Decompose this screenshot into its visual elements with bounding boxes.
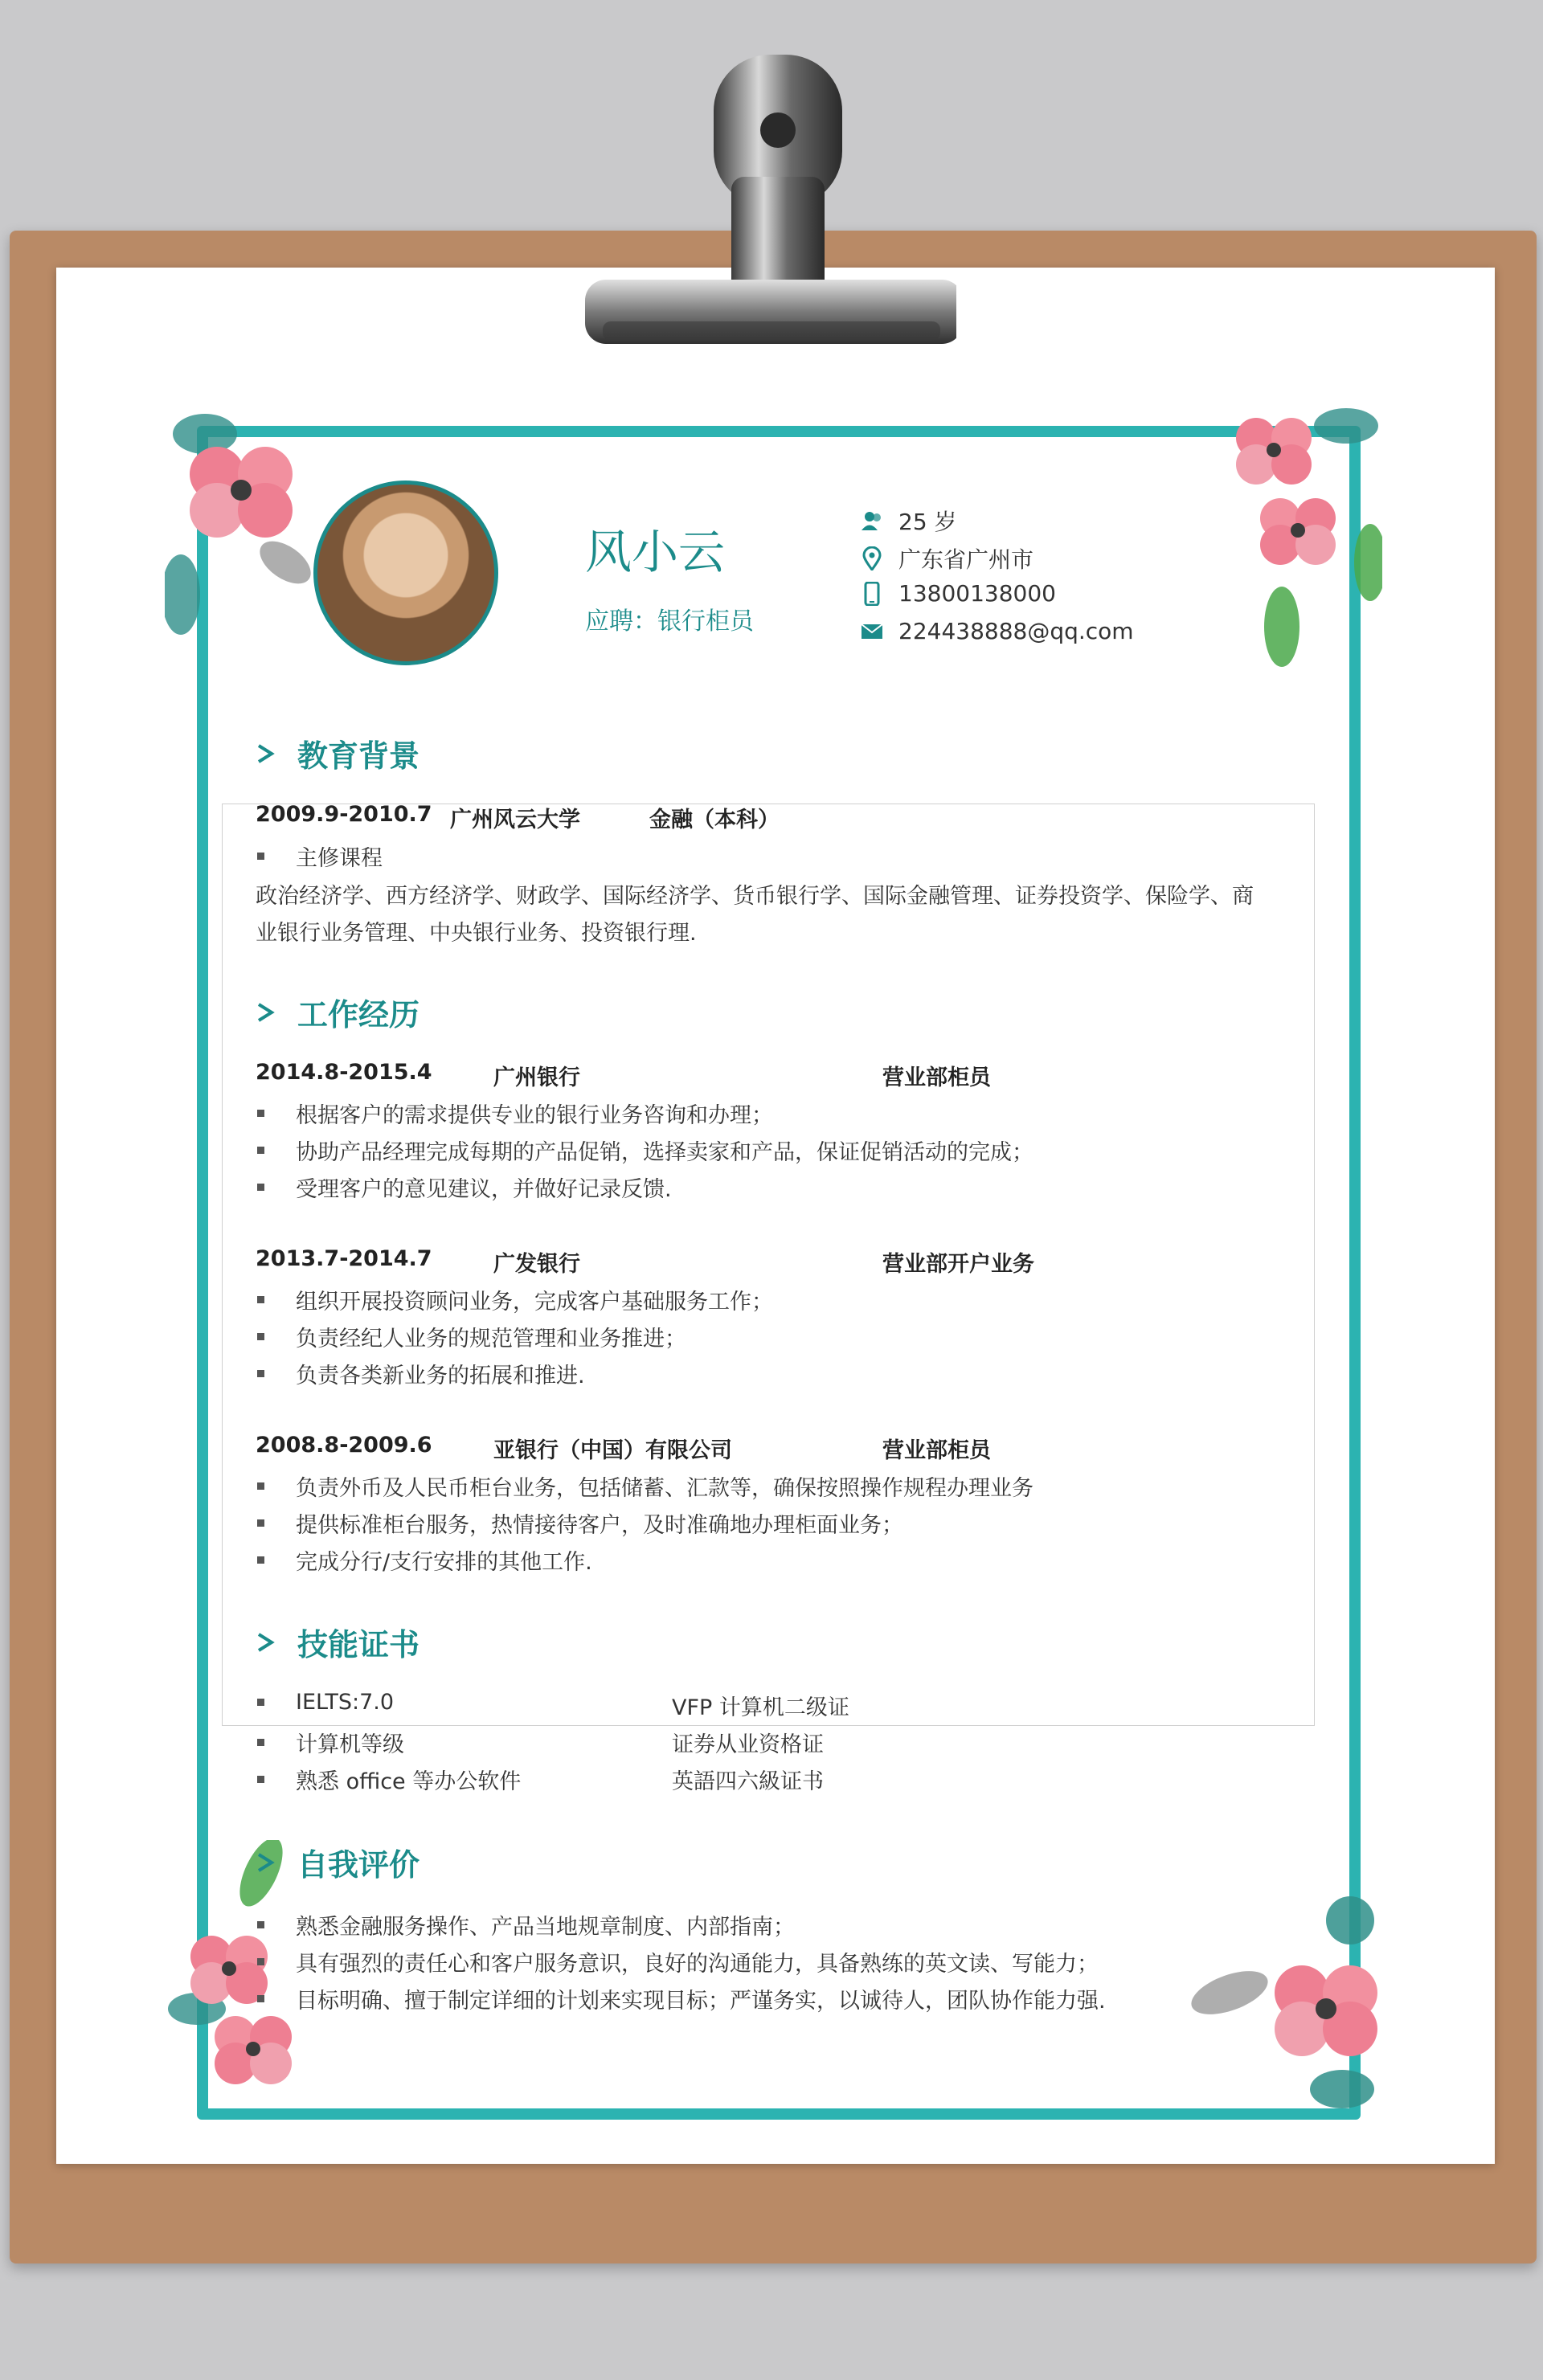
edu-date: 2009.9-2010.7 <box>256 802 432 827</box>
section-title-education: 教育背景 <box>256 731 420 775</box>
job-company: 广州银行 <box>493 1065 580 1090</box>
skill-item: VFP 计算机二级证 <box>672 1695 849 1720</box>
chevron-right-icon <box>256 1002 276 1023</box>
candidate-name: 风小云 <box>585 525 726 579</box>
list-item: 组织开展投资顾问业务，完成客户基础服务工作； <box>256 1284 773 1315</box>
list-item: 协助产品经理完成每期的产品促销，选择卖家和产品，保证促销活动的完成； <box>256 1135 1033 1166</box>
edu-school: 广州风云大学 <box>450 808 580 832</box>
contact-location: 广东省广州市 <box>858 542 1033 575</box>
section-title-self: 自我评价 <box>256 1840 420 1884</box>
location-pin-icon <box>858 546 886 570</box>
skill-item: 英語四六級证书 <box>672 1769 824 1794</box>
chevron-right-icon <box>256 743 276 764</box>
binder-clip-icon <box>571 48 956 370</box>
list-item: 主修课程 <box>256 840 383 872</box>
list-item: 完成分行/支行安排的其他工作. <box>256 1544 592 1576</box>
phone-icon <box>858 582 886 606</box>
job-position: 营业部柜员 <box>882 1065 991 1090</box>
list-item: 计算机等级 <box>256 1727 404 1758</box>
job-position: 营业部开户业务 <box>882 1252 1034 1277</box>
job-date: 2014.8-2015.4 <box>256 1060 432 1085</box>
list-item: 熟悉 office 等办公软件 <box>256 1764 521 1795</box>
job-company: 广发银行 <box>493 1252 580 1277</box>
courses-text: 业银行业务管理、中央银行业务、投资银行理. <box>256 921 697 946</box>
mail-icon <box>858 624 886 640</box>
contact-phone: 13800138000 <box>858 580 1056 607</box>
section-title-skills: 技能证书 <box>256 1620 420 1664</box>
list-item: 受理客户的意见建议，并做好记录反馈. <box>256 1172 672 1203</box>
list-item: 负责外币及人民币柜台业务，包括储蓄、汇款等，确保按照操作规程办理业务 <box>256 1470 1033 1502</box>
contact-age: 25 岁 <box>858 505 957 537</box>
list-item: 负责经纪人业务的规范管理和业务推进； <box>256 1321 686 1352</box>
list-item: 目标明确、擅于制定详细的计划来实现目标；严谨务实，以诚待人，团队协作能力强. <box>256 1983 1106 2014</box>
skill-item: 证券从业资格证 <box>672 1732 824 1757</box>
user-icon <box>858 510 886 531</box>
courses-text: 政治经济学、西方经济学、财政学、国际经济学、货币银行学、国际金融管理、证券投资学、保险学、商 <box>256 884 1254 909</box>
section-title-work: 工作经历 <box>256 990 420 1034</box>
chevron-right-icon <box>256 1852 276 1873</box>
edu-major: 金融（本科） <box>649 808 780 832</box>
list-item: 根据客户的需求提供专业的银行业务咨询和办理； <box>256 1098 773 1129</box>
list-item: 具有强烈的责任心和客户服务意识，良好的沟通能力，具备熟练的英文读、写能力； <box>256 1946 1099 1977</box>
list-item: 熟悉金融服务操作、产品当地规章制度、内部指南； <box>256 1909 795 1940</box>
job-position: 营业部柜员 <box>882 1438 991 1463</box>
job-applied: 应聘：银行柜员 <box>585 607 754 636</box>
contact-email: 224438888@qq.com <box>858 618 1134 644</box>
avatar-photo <box>313 480 498 665</box>
chevron-right-icon <box>256 1632 276 1653</box>
list-item: 负责各类新业务的拓展和推进. <box>256 1358 585 1389</box>
job-company: 亚银行（中国）有限公司 <box>493 1438 732 1463</box>
job-date: 2008.8-2009.6 <box>256 1433 432 1458</box>
list-item: IELTS:7.0 <box>256 1690 394 1715</box>
list-item: 提供标准柜台服务，热情接待客户，及时准确地办理柜面业务； <box>256 1507 903 1539</box>
job-date: 2013.7-2014.7 <box>256 1246 432 1271</box>
